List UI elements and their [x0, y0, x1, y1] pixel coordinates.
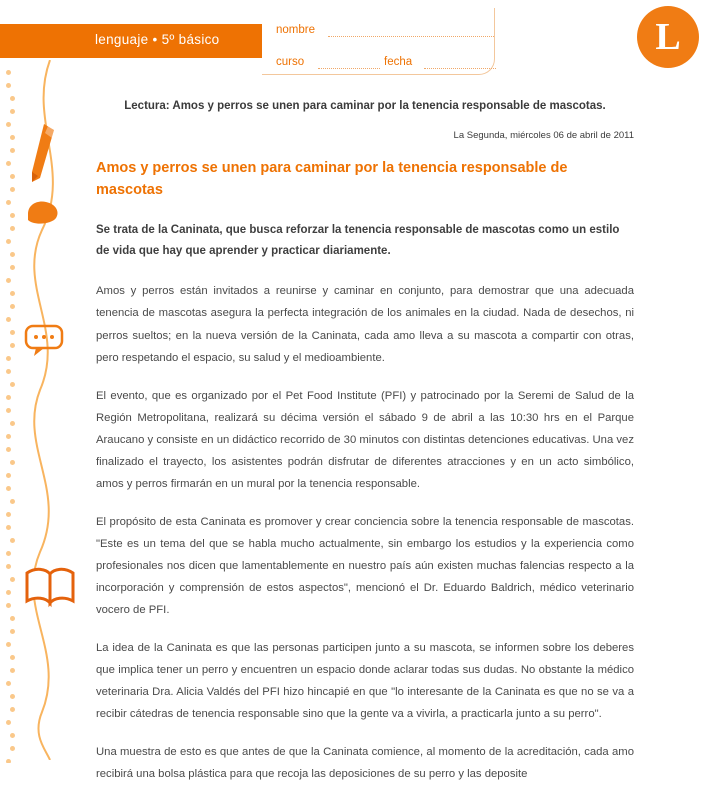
fecha-label: fecha: [384, 56, 413, 68]
nombre-field[interactable]: [276, 24, 315, 36]
student-info-box: [262, 8, 495, 75]
source-credit: La Segunda, miércoles 06 de abril de 2011: [453, 130, 634, 141]
subject-band: [0, 24, 300, 58]
logo-badge: L: [637, 6, 699, 68]
reading-label: Lectura: Amos y perros se unen para caminar por la tenencia responsable de mascotas.: [124, 100, 606, 112]
decorative-dots: [6, 70, 20, 760]
curso-input-line[interactable]: [318, 68, 380, 69]
article-paragraph: El propósito de esta Caninata es promover y crear conciencia sobre la tenencia responsable de mascotas. "Este es un tema del que se habla mucho actualmente, sin embargo los estudios y la experiencia como profesionales nos dicen que lamentablemente en nuestro país aún existen muchas falencias respecto a la incorporación y comprensión de estos aspectos", mencionó el Dr. Eduardo Baldrich, médico veterinario vocero de PFI.: [96, 515, 634, 616]
fecha-field[interactable]: [384, 56, 412, 68]
article-paragraph: La idea de la Caninata es que las personas participen junto a su mascota, se informen sobre los deberes que implica tener un perro y encuentren un espacio donde aclarar todas sus dudas. No obstante la médico veterinaria Dra. Alicia Valdés del PFI hizo hincapié en que "lo interesante de la Caninata es que no se va a recibir cátedras de tenencia responsable sino que la gente va a vivirla, a practicarla junto a su perro".: [96, 641, 634, 720]
speech-bubble-icon: [24, 322, 66, 358]
article-paragraph: El evento, que es organizado por el Pet Food Institute (PFI) y patrocinado por la Seremi de Salud de la Región Metropolitana, realizará su décima versión el sábado 9 de abril a las 10:30 hrs en el Parque Araucano y consiste en un didáctico recorrido de 30 minutos con distintas detenciones educativas. Una vez finalizado el trayecto, los asistentes podrán disfrutar de diferentes atracciones y en un acto simbólico, amos y perros firmarán en un mural por la tenencia responsable.: [96, 389, 634, 490]
nombre-label: nombre: [276, 24, 315, 36]
subject-label: lenguaje • 5º básico: [95, 32, 220, 47]
article-headline: Amos y perros se unen para caminar por la tenencia responsable de mascotas: [96, 160, 568, 199]
article-lead: Se trata de la Caninata, que busca reforzar la tenencia responsable de mascotas como un estilo de vida que hay que aprender y practicar diariamente.: [96, 223, 620, 258]
fecha-input-line[interactable]: [424, 68, 496, 69]
pencil-icon: [24, 120, 68, 200]
curso-field[interactable]: [276, 56, 304, 68]
article-paragraph: Una muestra de esto es que antes de que la Caninata comience, al momento de la acreditación, cada amo recibirá una bolsa plástica para que recoja las deposiciones de su perro y las deposite: [96, 745, 634, 780]
eraser-icon: [24, 196, 64, 230]
curso-label: curso: [276, 56, 305, 68]
decorative-left-rail: [0, 0, 88, 763]
article-paragraph: Amos y perros están invitados a reunirse y caminar en conjunto, para demostrar que una adecuada tenencia de mascotas asegura la perfecta integración de los animales en la ciudad. Nada de desechos, ni perros sueltos; en la nueva versión de la Caninata, cada amo lleva a su mascota a compartir con otras, pero respetando el espacio, su salud y el medioambiente.: [96, 285, 634, 364]
open-book-icon: [24, 565, 76, 609]
nombre-input-line[interactable]: [328, 36, 494, 37]
document-content: [96, 100, 634, 801]
